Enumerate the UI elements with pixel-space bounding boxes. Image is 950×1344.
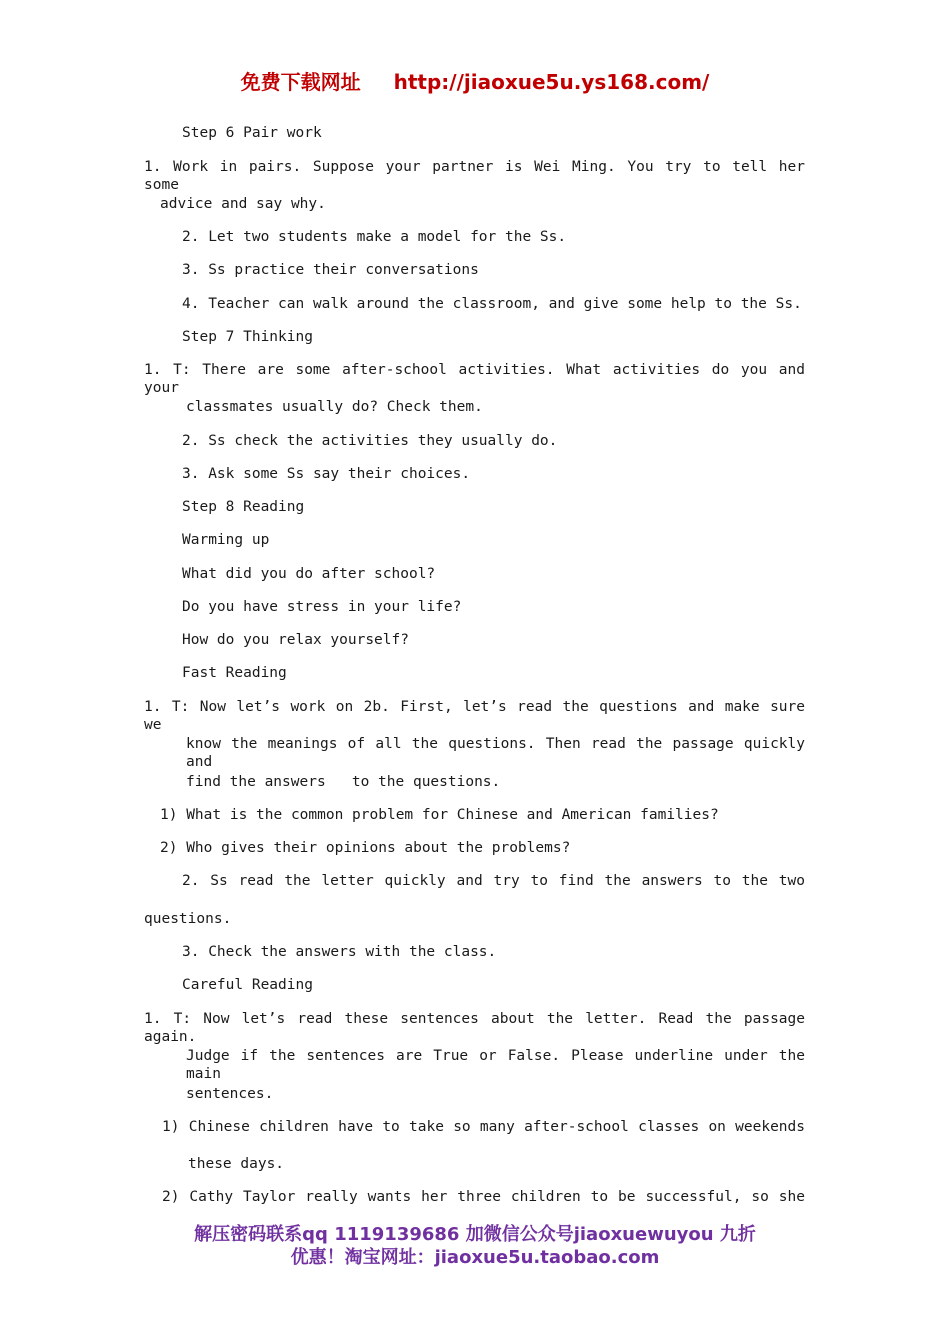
text-line: 1) Chinese children have to take so many after-school classes on weekends xyxy=(162,1119,805,1135)
text-line: know the meanings of all the questions. Then read the passage quickly and xyxy=(186,736,805,770)
text-line: 2) Who gives their opinions about the problems? xyxy=(160,840,571,856)
text-line: 4. Teacher can walk around the classroom, and give some help to the Ss. xyxy=(182,296,802,312)
footer-line-2: 优惠！淘宝网址：jiaoxue5u.taobao.com xyxy=(290,1247,660,1268)
text-line: these days. xyxy=(188,1156,285,1172)
section-heading: Careful Reading xyxy=(182,977,313,993)
footer-line-1: 解压密码联系qq 1119139686 加微信公众号jiaoxuewuyou 九折 xyxy=(194,1224,756,1245)
text-line: classmates usually do? Check them. xyxy=(186,399,483,415)
text-line: 3. Check the answers with the class. xyxy=(182,944,497,960)
text-line: Judge if the sentences are True or False. Please underline under the main xyxy=(186,1048,805,1082)
step-6-heading: Step 6 Pair work xyxy=(182,125,322,141)
text-line: 1. T: There are some after-school activities. What activities do you and your xyxy=(144,362,805,396)
page-header xyxy=(0,66,950,95)
section-heading: Fast Reading xyxy=(182,665,287,681)
text-line: 1. Work in pairs. Suppose your partner is Wei Ming. You try to tell her some xyxy=(144,159,805,193)
text-line: 2. Let two students make a model for the Ss. xyxy=(182,229,567,245)
text-line: advice and say why. xyxy=(160,196,326,212)
text-line: sentences. xyxy=(186,1086,274,1102)
text-line: 2. Ss read the letter quickly and try to find the answers to the two xyxy=(182,873,805,889)
text-line: 1. T: Now let’s read these sentences about the letter. Read the passage again. xyxy=(144,1011,805,1045)
text-line: 1. T: Now let’s work on 2b. First, let’s read the questions and make sure we xyxy=(144,699,805,733)
text-line: questions. xyxy=(144,911,232,927)
text-line: 2. Ss check the activities they usually do. xyxy=(182,433,558,449)
header-url-link[interactable]: http://jiaoxue5u.ys168.com/ xyxy=(393,70,710,94)
text-line: Warming up xyxy=(182,532,270,548)
text-line: find the answers to the questions. xyxy=(186,774,501,790)
text-line: What did you do after school? xyxy=(182,566,436,582)
text-line: 3. Ask some Ss say their choices. xyxy=(182,466,471,482)
header-label: 免费下载网址 xyxy=(240,70,361,94)
step-7-heading: Step 7 Thinking xyxy=(182,329,313,345)
step-8-heading: Step 8 Reading xyxy=(182,499,305,515)
text-line: 3. Ss practice their conversations xyxy=(182,262,479,278)
text-line: 2) Cathy Taylor really wants her three children to be successful, so she xyxy=(162,1189,805,1205)
text-line: How do you relax yourself? xyxy=(182,632,409,648)
text-line: Do you have stress in your life? xyxy=(182,599,462,615)
text-line: 1) What is the common problem for Chinese and American families? xyxy=(160,807,719,823)
